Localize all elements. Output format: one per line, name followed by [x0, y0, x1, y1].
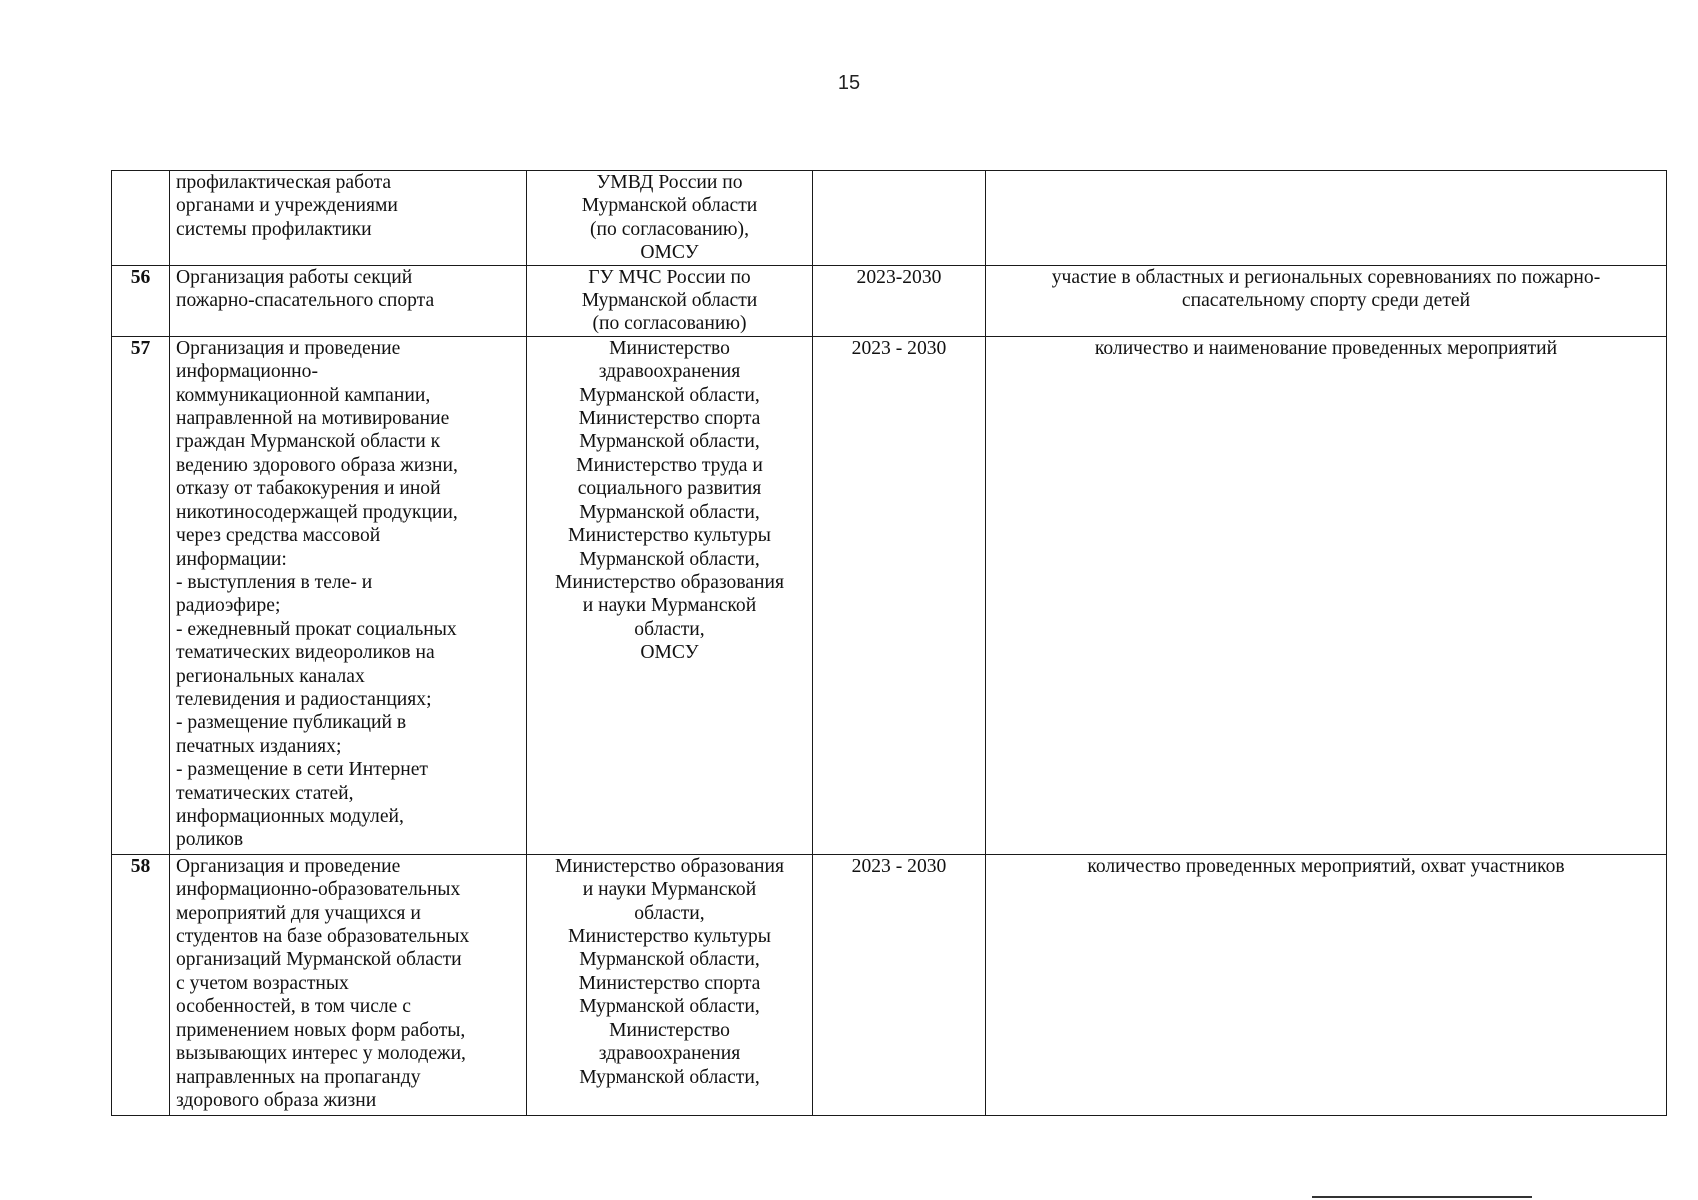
- executors-text: УМВД России по Мурманской области (по согласованию), ОМСУ: [527, 171, 813, 266]
- period-text: 2023 - 2030: [813, 336, 986, 854]
- row-number: 57: [112, 336, 170, 854]
- activity-text: Организация работы секций пожарно-спасательного спорта: [170, 265, 527, 336]
- footer-divider: [1312, 1196, 1532, 1198]
- period-text: [813, 171, 986, 266]
- table-row: [112, 265, 1667, 336]
- row-number: 58: [112, 854, 170, 1115]
- executors-text: ГУ МЧС России по Мурманской области (по согласованию): [527, 265, 813, 336]
- indicator-text: количество проведенных мероприятий, охват участников: [986, 854, 1667, 1115]
- page-number: 15: [837, 72, 861, 94]
- table-row: [112, 336, 1667, 854]
- table-row: [112, 171, 1667, 266]
- executors-text: Министерство образования и науки Мурманской области, Министерство культуры Мурманской области, Министерство спорта Мурманской области, Министерство здравоохранения Мурманской области,: [527, 854, 813, 1115]
- table-row: [112, 854, 1667, 1115]
- period-text: 2023 - 2030: [813, 854, 986, 1115]
- period-text: 2023-2030: [813, 265, 986, 336]
- activities-table: [111, 170, 1667, 1116]
- indicator-text: количество и наименование проведенных мероприятий: [986, 336, 1667, 854]
- indicator-text: участие в областных и региональных соревнованиях по пожарно-спасательному спорту среди детей: [986, 265, 1667, 336]
- activity-text: профилактическая работа органами и учреждениями системы профилактики: [170, 171, 527, 266]
- activity-text: Организация и проведение информационно- коммуникационной кампании, направленной на мотивирование граждан Мурманской области к ведению здорового образа жизни, отказу от табакокурения и иной никотиносодержащей продукции, через средства массовой информации: - выступления в теле- и радиоэфире; - ежедневный прокат социальных тематических видеороликов на региональных каналах телевидения и радиостанциях; - размещение публикаций в печатных изданиях; - размещение в сети Интернет тематических статей, информационных модулей, роликов: [170, 336, 527, 854]
- indicator-text: [986, 171, 1667, 266]
- executors-text: Министерство здравоохранения Мурманской области, Министерство спорта Мурманской области, Министерство труда и социального развития Мурманской области, Министерство культуры Мурманской области, Министерство образования и науки Мурманской области, ОМСУ: [527, 336, 813, 854]
- row-number: 56: [112, 265, 170, 336]
- activity-text: Организация и проведение информационно-образовательных мероприятий для учащихся и студентов на базе образовательных организаций Мурманской области с учетом возрастных особенностей, в том числе с применением новых форм работы, вызывающих интерес у молодежи, направленных на пропаганду здорового образа жизни: [170, 854, 527, 1115]
- row-number: [112, 171, 170, 266]
